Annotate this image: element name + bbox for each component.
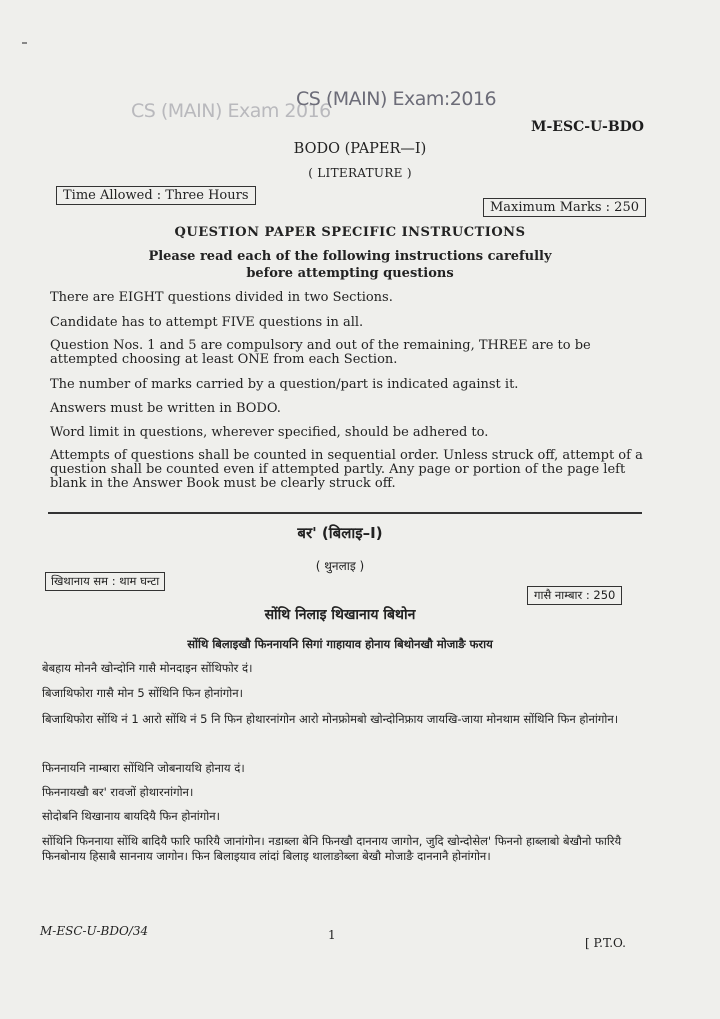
bodo-instruction-4: फिननायनि नाम्बारा सोंथिनि जोबनायथि होनाय दं। [42,761,245,775]
bodo-instruction-7: सोंथिनि फिननाया सोंथि बादियै फारि फारियै जानांगोन। नडाब्ला बेनि फिनखौ दाननाय जागोन, जुदि खोन्दोसेल' फिननो हाब्लाबो बेखौनो फारियै फिनबोनाय हिसाबै साननाय जागोन। फिन बिलाइयाव लांदां बिलाइ थालाङोब्ला बेखौ मोजाङै दाननानै होनांगोन। [42,834,622,863]
instruction-3: Question Nos. 1 and 5 are compulsory and out of the remaining, THREE are to be attempted choosing at least ONE from each Section. [50,338,591,367]
page-number: 1 [328,928,336,942]
exam-stamp-faded: CS (MAIN) Exam 2016 [131,100,331,122]
please-read-notice [0,248,700,282]
bodo-please-read-notice: सोंथि बिलाइखौ फिननायनि सिगां गाहायाव होनाय बिथोनखौ मोजाङै फराय [187,637,493,651]
exam-stamp: CS (MAIN) Exam:2016 [296,88,497,110]
instruction-1: There are EIGHT questions divided in two Sections. [50,290,393,305]
scan-speck [22,42,27,44]
instruction-2: Candidate has to attempt FIVE questions in all. [50,315,364,330]
bodo-maximum-marks-box: गासै नाम्बार : 250 [527,586,622,605]
instruction-5: Answers must be written in BODO. [50,401,281,416]
bodo-time-allowed-box: खिथानाय सम : थाम घन्टा [45,572,165,591]
paper-title: BODO (PAPER—I) [293,141,427,157]
bodo-instructions-heading: सोंथि निलाइ थिखानाय बिथोन [264,607,416,623]
instructions-heading: QUESTION PAPER SPECIFIC INSTRUCTIONS [174,225,526,240]
paper-subtitle: ( LITERATURE ) [308,166,412,180]
time-allowed-box: Time Allowed : Three Hours [56,186,256,205]
bodo-instruction-5: फिननायखौ बर' रावजों होथारनांगोन। [42,785,194,799]
bodo-instruction-6: सोदोबनि थिखानाय बायदियै फिन होनांगोन। [42,809,220,823]
instruction-4: The number of marks carried by a question/part is indicated against it. [50,377,519,392]
maximum-marks-box: Maximum Marks : 250 [483,198,646,217]
please-turn-over: [ P.T.O. [585,936,626,950]
section-divider [48,512,642,514]
paper-code: M-ESC-U-BDO [531,119,644,135]
instruction-6: Word limit in questions, wherever specified, should be adhered to. [50,425,489,440]
bodo-paper-title: बर' (बिलाइ–I) [297,524,383,542]
footer-paper-code: M-ESC-U-BDO/34 [40,924,149,938]
bodo-instruction-3: बिजाथिफोरा सोंथि नं 1 आरो सोंथि नं 5 नि फिन होथारनांगोन आरो मोनफ्रोमबो खोन्दोनिफ्राय जायखि-जाया मोनथाम सोंथिनि फिन होनांगोन। [42,712,619,726]
please-read-line-2: before attempting questions [246,266,454,281]
bodo-instruction-1: बेबहाय मोननै खोन्दोनि गासै मोनदाइन सोंथिफोर दं। [42,661,253,675]
instruction-7: Attempts of questions shall be counted in sequential order. Unless struck off, attempt of a question shall be counted even if attempted partly. Any page or portion of the page left blank in the Answer Book must be clearly struck off. [50,448,643,491]
bodo-instruction-2: बिजाथिफोरा गासै मोन 5 सोंथिनि फिन होनांगोन। [42,686,243,700]
please-read-line-1: Please read each of the following instructions carefully [148,249,552,264]
bodo-paper-subtitle: ( थुनलाइ ) [315,559,365,573]
